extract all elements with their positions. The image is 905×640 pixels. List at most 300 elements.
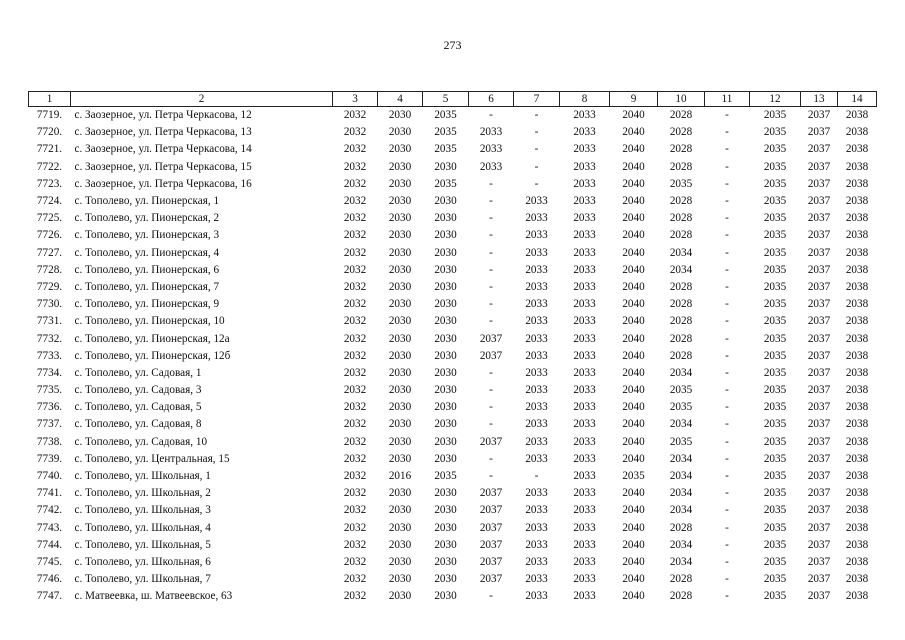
cell-col-13: 2037 (807, 590, 831, 603)
cell-col-12: 2035 (763, 401, 787, 414)
cell-row-number: 7729. (36, 280, 63, 293)
cell-col-14: 2038 (845, 470, 869, 483)
cell-col-3: 2032 (343, 126, 367, 139)
cell-col-13: 2037 (807, 521, 831, 534)
cell-col-9: 2040 (622, 332, 645, 345)
cell-col-6: 2037 (479, 504, 503, 517)
cell-col-10: 2035 (669, 384, 693, 397)
column-header-5: 5 (423, 92, 469, 107)
cell-col-11: - (725, 195, 729, 208)
cell-col-3: 2032 (343, 229, 367, 242)
cell-col-3: 2032 (343, 143, 367, 156)
cell-col-4: 2030 (388, 229, 412, 242)
cell-col-9: 2040 (622, 212, 645, 225)
column-header-6: 6 (469, 92, 514, 107)
cell-col-4: 2030 (388, 332, 412, 345)
cell-col-9: 2040 (622, 384, 645, 397)
table-row (29, 399, 877, 416)
cell-col-7: 2033 (525, 349, 548, 362)
column-header-14: 14 (838, 92, 877, 107)
cell-col-8: 2033 (573, 452, 596, 465)
cell-col-13: 2037 (807, 555, 831, 568)
cell-row-number: 7746. (36, 573, 63, 586)
cell-col-13: 2037 (807, 538, 831, 551)
cell-col-12: 2035 (763, 590, 787, 603)
cell-address: с. Тополево, ул. Школьная, 1 (74, 470, 211, 483)
cell-row-number: 7737. (36, 418, 63, 431)
cell-col-7: 2033 (525, 195, 548, 208)
cell-col-13: 2037 (807, 573, 831, 586)
cell-col-13: 2037 (807, 435, 831, 448)
cell-col-3: 2032 (343, 538, 367, 551)
cell-col-14: 2038 (845, 366, 869, 379)
cell-col-5: 2030 (434, 384, 457, 397)
cell-address: с. Тополево, ул. Пионерская, 12а (74, 332, 230, 345)
cell-col-6: 2037 (479, 349, 503, 362)
cell-col-9: 2040 (622, 401, 645, 414)
cell-col-7: 2033 (525, 435, 548, 448)
cell-col-4: 2030 (388, 126, 412, 139)
cell-col-10: 2028 (669, 590, 693, 603)
cell-col-9: 2040 (622, 573, 645, 586)
cell-col-7: 2033 (525, 487, 548, 500)
cell-col-13: 2037 (807, 212, 831, 225)
table-row (29, 159, 877, 176)
cell-col-12: 2035 (763, 573, 787, 586)
cell-col-6: - (489, 470, 493, 483)
cell-address: с. Тополево, ул. Центральная, 15 (74, 452, 230, 465)
cell-col-5: 2035 (434, 177, 457, 190)
cell-col-6: 2033 (479, 160, 503, 173)
cell-address: с. Тополево, ул. Школьная, 2 (74, 487, 211, 500)
cell-col-11: - (725, 418, 729, 431)
cell-col-11: - (725, 573, 729, 586)
cell-col-13: 2037 (807, 126, 831, 139)
cell-address: с. Тополево, ул. Пионерская, 10 (74, 315, 225, 328)
cell-col-12: 2035 (763, 452, 787, 465)
cell-col-8: 2033 (573, 280, 596, 293)
cell-col-12: 2035 (763, 195, 787, 208)
cell-col-9: 2040 (622, 229, 645, 242)
cell-col-9: 2040 (622, 195, 645, 208)
table-row (29, 107, 877, 125)
table-row (29, 537, 877, 554)
cell-col-5: 2030 (434, 401, 457, 414)
cell-col-4: 2030 (388, 538, 412, 551)
cell-col-13: 2037 (807, 470, 831, 483)
cell-col-6: - (489, 452, 493, 465)
cell-row-number: 7728. (36, 263, 63, 276)
column-number-header-row (29, 92, 877, 107)
cell-col-4: 2030 (388, 212, 412, 225)
cell-col-12: 2035 (763, 332, 787, 345)
cell-col-10: 2034 (669, 504, 693, 517)
cell-col-10: 2028 (669, 229, 693, 242)
cell-col-8: 2033 (573, 470, 596, 483)
cell-col-5: 2035 (434, 143, 457, 156)
cell-col-9: 2040 (622, 555, 645, 568)
table-row (29, 451, 877, 468)
cell-col-10: 2028 (669, 315, 693, 328)
cell-address: с. Тополево, ул. Пионерская, 12б (74, 349, 231, 362)
cell-row-number: 7730. (36, 298, 63, 311)
cell-col-9: 2040 (622, 109, 645, 122)
cell-col-6: - (489, 177, 493, 190)
cell-col-5: 2030 (434, 160, 457, 173)
cell-col-6: - (489, 366, 493, 379)
cell-col-5: 2030 (434, 538, 457, 551)
cell-col-13: 2037 (807, 366, 831, 379)
cell-address: с. Матвеевка, ш. Матвеевское, 63 (74, 590, 233, 603)
cell-col-3: 2032 (343, 418, 367, 431)
cell-row-number: 7743. (36, 521, 63, 534)
cell-col-5: 2030 (434, 229, 457, 242)
column-header-7: 7 (514, 92, 560, 107)
cell-col-5: 2030 (434, 521, 457, 534)
cell-col-6: - (489, 280, 493, 293)
cell-col-12: 2035 (763, 349, 787, 362)
cell-col-14: 2038 (845, 349, 869, 362)
cell-address: с. Тополево, ул. Пионерская, 7 (74, 280, 220, 293)
cell-address: с. Тополево, ул. Пионерская, 3 (74, 229, 220, 242)
cell-col-9: 2040 (622, 177, 645, 190)
cell-col-6: - (489, 109, 493, 122)
cell-col-7: 2033 (525, 504, 548, 517)
cell-col-14: 2038 (845, 126, 869, 139)
cell-row-number: 7725. (36, 212, 63, 225)
cell-col-7: 2033 (525, 280, 548, 293)
cell-col-9: 2040 (622, 487, 645, 500)
cell-col-3: 2032 (343, 195, 367, 208)
table-row (29, 416, 877, 433)
cell-col-11: - (725, 109, 729, 122)
cell-col-13: 2037 (807, 332, 831, 345)
cell-col-12: 2035 (763, 229, 787, 242)
cell-col-3: 2032 (343, 555, 367, 568)
cell-col-7: 2033 (525, 263, 548, 276)
cell-col-3: 2032 (343, 246, 367, 259)
table-body (29, 107, 877, 606)
cell-col-5: 2030 (434, 195, 457, 208)
cell-col-14: 2038 (845, 418, 869, 431)
cell-col-3: 2032 (343, 177, 367, 190)
table-row (29, 296, 877, 313)
cell-col-14: 2038 (845, 487, 869, 500)
cell-col-6: 2037 (479, 487, 503, 500)
cell-row-number: 7744. (36, 538, 63, 551)
cell-row-number: 7721. (36, 143, 63, 156)
cell-col-4: 2030 (388, 401, 412, 414)
cell-col-8: 2033 (573, 435, 596, 448)
cell-col-7: 2033 (525, 246, 548, 259)
cell-col-5: 2030 (434, 280, 457, 293)
cell-col-14: 2038 (845, 246, 869, 259)
cell-col-6: 2037 (479, 538, 503, 551)
cell-col-6: 2037 (479, 521, 503, 534)
cell-col-11: - (725, 229, 729, 242)
cell-col-10: 2034 (669, 418, 693, 431)
cell-col-8: 2033 (573, 246, 596, 259)
table-row (29, 210, 877, 227)
cell-col-12: 2035 (763, 435, 787, 448)
cell-row-number: 7739. (36, 452, 63, 465)
cell-col-11: - (725, 332, 729, 345)
cell-col-3: 2032 (343, 573, 367, 586)
cell-col-7: - (534, 160, 539, 173)
cell-col-13: 2037 (807, 177, 831, 190)
cell-col-5: 2030 (434, 332, 457, 345)
cell-col-14: 2038 (845, 590, 869, 603)
cell-col-11: - (725, 212, 729, 225)
cell-col-11: - (725, 452, 729, 465)
cell-row-number: 7720. (36, 126, 63, 139)
cell-col-11: - (725, 160, 729, 173)
cell-col-12: 2035 (763, 212, 787, 225)
cell-address: с. Тополево, ул. Садовая, 10 (74, 435, 208, 448)
cell-col-4: 2030 (388, 418, 412, 431)
cell-col-5: 2030 (434, 590, 457, 603)
cell-col-9: 2040 (622, 435, 645, 448)
table-row (29, 502, 877, 519)
table-row (29, 554, 877, 571)
cell-col-8: 2033 (573, 109, 596, 122)
cell-row-number: 7732. (36, 332, 63, 345)
cell-row-number: 7722. (36, 160, 63, 173)
cell-col-5: 2030 (434, 315, 457, 328)
cell-col-11: - (725, 246, 729, 259)
cell-col-5: 2030 (434, 366, 457, 379)
table-row (29, 485, 877, 502)
cell-col-8: 2033 (573, 298, 596, 311)
cell-col-6: - (489, 212, 493, 225)
cell-row-number: 7724. (36, 195, 63, 208)
cell-address: с. Тополево, ул. Пионерская, 9 (74, 298, 220, 311)
cell-col-4: 2030 (388, 555, 412, 568)
cell-col-4: 2030 (388, 384, 412, 397)
cell-col-8: 2033 (573, 504, 596, 517)
table-row (29, 365, 877, 382)
table-row (29, 520, 877, 537)
cell-row-number: 7738. (36, 435, 63, 448)
cell-col-8: 2033 (573, 160, 596, 173)
cell-col-13: 2037 (807, 487, 831, 500)
cell-col-13: 2037 (807, 298, 831, 311)
cell-col-4: 2030 (388, 280, 412, 293)
cell-col-10: 2034 (669, 555, 693, 568)
cell-col-12: 2035 (763, 177, 787, 190)
cell-row-number: 7733. (36, 349, 63, 362)
cell-col-6: - (489, 315, 493, 328)
cell-row-number: 7736. (36, 401, 63, 414)
cell-col-10: 2028 (669, 332, 693, 345)
cell-row-number: 7731. (36, 315, 63, 328)
cell-col-11: - (725, 504, 729, 517)
cell-col-11: - (725, 126, 729, 139)
cell-col-7: - (534, 109, 539, 122)
cell-col-5: 2030 (434, 452, 457, 465)
cell-address: с. Заозерное, ул. Петра Черкасова, 13 (74, 126, 252, 139)
cell-col-5: 2030 (434, 418, 457, 431)
cell-col-13: 2037 (807, 401, 831, 414)
cell-col-14: 2038 (845, 435, 869, 448)
table-row (29, 262, 877, 279)
cell-col-9: 2040 (622, 246, 645, 259)
cell-col-8: 2033 (573, 195, 596, 208)
cell-col-4: 2030 (388, 504, 412, 517)
cell-col-9: 2040 (622, 280, 645, 293)
cell-col-14: 2038 (845, 384, 869, 397)
cell-row-number: 7734. (36, 366, 63, 379)
cell-col-5: 2035 (434, 470, 457, 483)
cell-address: с. Тополево, ул. Школьная, 7 (74, 573, 211, 586)
cell-col-6: - (489, 229, 493, 242)
cell-col-4: 2030 (388, 263, 412, 276)
cell-col-14: 2038 (845, 280, 869, 293)
table-row (29, 588, 877, 605)
cell-col-11: - (725, 555, 729, 568)
cell-col-10: 2028 (669, 573, 693, 586)
cell-col-9: 2040 (622, 349, 645, 362)
cell-col-5: 2035 (434, 109, 457, 122)
table-row (29, 382, 877, 399)
cell-col-13: 2037 (807, 315, 831, 328)
cell-col-6: - (489, 298, 493, 311)
cell-col-12: 2035 (763, 366, 787, 379)
cell-col-7: - (534, 143, 539, 156)
cell-col-8: 2033 (573, 229, 596, 242)
cell-col-6: 2037 (479, 332, 503, 345)
cell-col-10: 2034 (669, 263, 693, 276)
cell-col-12: 2035 (763, 160, 787, 173)
cell-col-9: 2040 (622, 315, 645, 328)
table-row (29, 571, 877, 588)
cell-col-8: 2033 (573, 212, 596, 225)
cell-col-14: 2038 (845, 401, 869, 414)
cell-col-3: 2032 (343, 160, 367, 173)
cell-col-11: - (725, 315, 729, 328)
cell-col-6: - (489, 384, 493, 397)
cell-col-12: 2035 (763, 315, 787, 328)
cell-col-4: 2030 (388, 366, 412, 379)
table-row (29, 141, 877, 158)
cell-col-7: 2033 (525, 212, 548, 225)
cell-col-4: 2030 (388, 573, 412, 586)
cell-col-14: 2038 (845, 298, 869, 311)
cell-col-8: 2033 (573, 143, 596, 156)
cell-col-13: 2037 (807, 349, 831, 362)
cell-col-3: 2032 (343, 487, 367, 500)
cell-col-3: 2032 (343, 435, 367, 448)
cell-col-8: 2033 (573, 487, 596, 500)
cell-col-12: 2035 (763, 143, 787, 156)
cell-col-14: 2038 (845, 143, 869, 156)
cell-col-4: 2016 (388, 470, 412, 483)
cell-col-4: 2030 (388, 195, 412, 208)
cell-col-13: 2037 (807, 384, 831, 397)
cell-col-8: 2033 (573, 349, 596, 362)
cell-col-4: 2030 (388, 246, 412, 259)
cell-col-6: - (489, 263, 493, 276)
cell-col-4: 2030 (388, 590, 412, 603)
cell-col-9: 2040 (622, 263, 645, 276)
cell-col-10: 2028 (669, 143, 693, 156)
cell-col-6: 2037 (479, 555, 503, 568)
cell-col-5: 2030 (434, 298, 457, 311)
column-header-9: 9 (610, 92, 658, 107)
cell-col-5: 2030 (434, 263, 457, 276)
cell-address: с. Заозерное, ул. Петра Черкасова, 14 (74, 143, 252, 156)
cell-col-6: - (489, 418, 493, 431)
cell-col-3: 2032 (343, 401, 367, 414)
cell-col-7: - (534, 177, 539, 190)
cell-col-11: - (725, 590, 729, 603)
cell-row-number: 7727. (36, 246, 63, 259)
cell-col-14: 2038 (845, 555, 869, 568)
cell-col-11: - (725, 349, 729, 362)
cell-row-number: 7719. (36, 109, 63, 122)
cell-col-12: 2035 (763, 538, 787, 551)
cell-col-11: - (725, 435, 729, 448)
cell-col-10: 2034 (669, 538, 693, 551)
cell-col-6: - (489, 246, 493, 259)
cell-col-14: 2038 (845, 332, 869, 345)
cell-col-14: 2038 (845, 538, 869, 551)
cell-col-10: 2034 (669, 470, 693, 483)
cell-col-8: 2033 (573, 573, 596, 586)
cell-col-13: 2037 (807, 452, 831, 465)
cell-col-14: 2038 (845, 315, 869, 328)
cell-col-12: 2035 (763, 504, 787, 517)
cell-col-7: 2033 (525, 401, 548, 414)
cell-col-13: 2037 (807, 195, 831, 208)
cell-col-3: 2032 (343, 315, 367, 328)
cell-col-9: 2040 (622, 538, 645, 551)
cell-col-4: 2030 (388, 298, 412, 311)
cell-col-11: - (725, 366, 729, 379)
cell-col-5: 2035 (434, 126, 457, 139)
cell-col-8: 2033 (573, 590, 596, 603)
cell-row-number: 7742. (36, 504, 63, 517)
cell-col-8: 2033 (573, 418, 596, 431)
cell-col-9: 2040 (622, 298, 645, 311)
cell-col-11: - (725, 521, 729, 534)
cell-col-13: 2037 (807, 280, 831, 293)
cell-col-8: 2033 (573, 555, 596, 568)
cell-col-7: 2033 (525, 590, 548, 603)
column-header-1: 1 (29, 92, 71, 107)
cell-col-11: - (725, 280, 729, 293)
building-repair-schedule-table (28, 91, 877, 605)
cell-col-10: 2035 (669, 435, 693, 448)
table-row (29, 348, 877, 365)
cell-col-10: 2034 (669, 366, 693, 379)
cell-col-14: 2038 (845, 504, 869, 517)
cell-col-3: 2032 (343, 504, 367, 517)
cell-row-number: 7747. (36, 590, 63, 603)
cell-col-14: 2038 (845, 573, 869, 586)
cell-col-10: 2035 (669, 177, 693, 190)
table-row (29, 245, 877, 262)
cell-row-number: 7723. (36, 177, 63, 190)
table-row (29, 193, 877, 210)
cell-col-10: 2028 (669, 126, 693, 139)
cell-col-12: 2035 (763, 280, 787, 293)
cell-col-12: 2035 (763, 470, 787, 483)
cell-address: с. Тополево, ул. Школьная, 3 (74, 504, 211, 517)
table-row (29, 227, 877, 244)
cell-col-3: 2032 (343, 590, 367, 603)
cell-col-9: 2040 (622, 504, 645, 517)
